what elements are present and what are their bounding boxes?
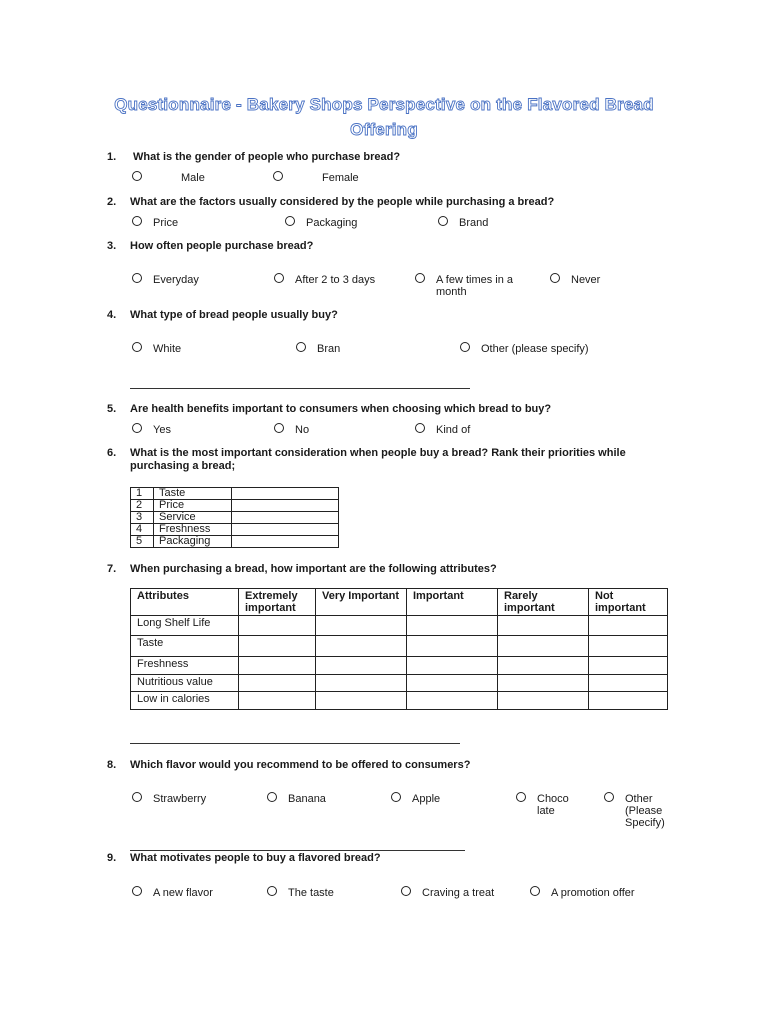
rank-answer-cell[interactable] [232, 500, 339, 512]
option-label: Apple [412, 793, 441, 805]
option-label: The taste [288, 887, 334, 899]
rating-cell[interactable] [498, 636, 589, 657]
column-header: Important [407, 589, 498, 616]
radio-brand[interactable] [438, 216, 448, 226]
attributes-table [130, 588, 668, 710]
option-label: A new flavor [153, 887, 213, 899]
option-label: Bran [317, 343, 341, 355]
option-label: Yes [153, 424, 171, 436]
rating-cell[interactable] [407, 616, 498, 636]
radio-yes[interactable] [132, 423, 142, 433]
table-row [131, 692, 668, 710]
question-number: 9. [107, 852, 117, 864]
column-header: Very Important [316, 589, 407, 616]
attribute-name: Nutritious value [131, 675, 239, 692]
attribute-name: Taste [131, 636, 239, 657]
option-label: Brand [459, 217, 489, 229]
option-label: A promotion offer [551, 887, 635, 899]
radio-craving-treat[interactable] [401, 886, 411, 896]
question-text: Are health benefits important to consumers when choosing which bread to buy? [130, 403, 552, 415]
option-label: Everyday [153, 274, 199, 286]
question-number: 2. [107, 196, 117, 208]
option-label: Female [322, 172, 359, 184]
column-header: Attributes [131, 589, 239, 616]
radio-white[interactable] [132, 342, 142, 352]
rank-answer-cell[interactable] [232, 536, 339, 548]
rating-cell[interactable] [239, 616, 316, 636]
question-text: What are the factors usually considered by the people while purchasing a bread? [130, 196, 555, 208]
question-number: 4. [107, 309, 117, 321]
rank-number: 2 [131, 500, 154, 512]
rank-answer-cell[interactable] [232, 524, 339, 536]
column-header: Rarely important [498, 589, 589, 616]
question-text: What type of bread people usually buy? [130, 309, 338, 321]
option-label: Other (please specify) [481, 343, 589, 355]
table-row [131, 488, 339, 500]
radio-strawberry[interactable] [132, 792, 142, 802]
option-label: White [153, 343, 182, 355]
radio-female[interactable] [273, 171, 283, 181]
rank-item: Price [154, 500, 232, 512]
rating-cell[interactable] [316, 636, 407, 657]
question-text: How often people purchase bread? [130, 240, 314, 252]
option-label: Male [181, 172, 205, 184]
radio-never[interactable] [550, 273, 560, 283]
question-number: 3. [107, 240, 117, 252]
rating-cell[interactable] [589, 675, 668, 692]
rating-cell[interactable] [498, 616, 589, 636]
specify-answer-line[interactable] [130, 388, 470, 389]
option-label: Never [571, 274, 601, 286]
table-row [131, 536, 339, 548]
radio-packaging[interactable] [285, 216, 295, 226]
attribute-name: Freshness [131, 657, 239, 675]
rating-cell[interactable] [498, 692, 589, 710]
rating-cell[interactable] [589, 692, 668, 710]
rating-cell[interactable] [316, 657, 407, 675]
radio-after-2-3-days[interactable] [274, 273, 284, 283]
rating-cell[interactable] [316, 675, 407, 692]
radio-kind-of[interactable] [415, 423, 425, 433]
rank-item: Service [154, 512, 232, 524]
table-row [131, 675, 668, 692]
rating-cell[interactable] [407, 692, 498, 710]
radio-no[interactable] [274, 423, 284, 433]
radio-banana[interactable] [267, 792, 277, 802]
option-label: No [295, 424, 310, 436]
table-row [131, 500, 339, 512]
rating-cell[interactable] [239, 675, 316, 692]
rank-number: 1 [131, 488, 154, 500]
radio-the-taste[interactable] [267, 886, 277, 896]
attribute-name: Low in calories [131, 692, 239, 710]
rank-item: Packaging [154, 536, 232, 548]
question-number: 7. [107, 563, 117, 575]
rating-cell[interactable] [239, 657, 316, 675]
rating-cell[interactable] [498, 675, 589, 692]
option-label: Choco late [537, 793, 569, 817]
radio-everyday[interactable] [132, 273, 142, 283]
question-number: 1. [107, 151, 117, 163]
radio-price[interactable] [132, 216, 142, 226]
rating-cell[interactable] [316, 616, 407, 636]
table-row [131, 616, 668, 636]
radio-new-flavor[interactable] [132, 886, 142, 896]
rating-cell[interactable] [498, 657, 589, 675]
rating-cell[interactable] [239, 636, 316, 657]
radio-promotion-offer[interactable] [530, 886, 540, 896]
ranking-table [130, 487, 339, 548]
attribute-name: Long Shelf Life [131, 616, 239, 636]
radio-few-times-month[interactable] [415, 273, 425, 283]
option-label: Other (Please Specify) [625, 793, 665, 829]
answer-line[interactable] [130, 850, 465, 851]
rating-cell[interactable] [589, 657, 668, 675]
radio-male[interactable] [132, 171, 142, 181]
rating-cell[interactable] [239, 692, 316, 710]
rating-cell[interactable] [407, 675, 498, 692]
table-row [131, 636, 668, 657]
rank-answer-cell[interactable] [232, 488, 339, 500]
option-label: Kind of [436, 424, 471, 436]
column-header: Not important [589, 589, 668, 616]
rank-item: Taste [154, 488, 232, 500]
answer-line[interactable] [130, 743, 460, 744]
rating-cell[interactable] [589, 616, 668, 636]
question-text: When purchasing a bread, how important are the following attributes? [130, 563, 497, 575]
question-number: 5. [107, 403, 117, 415]
table-header-row [131, 589, 668, 616]
radio-bran[interactable] [296, 342, 306, 352]
rank-answer-cell[interactable] [232, 512, 339, 524]
option-label: Banana [288, 793, 326, 805]
rating-cell[interactable] [316, 692, 407, 710]
option-label: Packaging [306, 217, 358, 229]
question-text: What is the most important consideration when people buy a bread? Rank their priorities while purchasing a bread; [130, 447, 626, 472]
question-number: 8. [107, 759, 117, 771]
question-text: What motivates people to buy a flavored bread? [130, 852, 381, 864]
rating-cell[interactable] [407, 636, 498, 657]
radio-other-specify[interactable] [604, 792, 614, 802]
option-label: Strawberry [153, 793, 207, 805]
radio-apple[interactable] [391, 792, 401, 802]
table-row [131, 524, 339, 536]
option-label: Craving a treat [422, 887, 495, 899]
radio-other-specify[interactable] [460, 342, 470, 352]
table-row [131, 512, 339, 524]
page-title: Questionnaire - Bakery Shops Perspective on the Flavored Bread Offering [114, 95, 654, 139]
rank-number: 5 [131, 536, 154, 548]
table-row [131, 657, 668, 675]
radio-chocolate[interactable] [516, 792, 526, 802]
question-text: Which flavor would you recommend to be offered to consumers? [130, 759, 471, 771]
rating-cell[interactable] [589, 636, 668, 657]
option-label: After 2 to 3 days [295, 274, 376, 286]
rank-number: 4 [131, 524, 154, 536]
question-text: What is the gender of people who purchase bread? [133, 151, 401, 163]
rank-item: Freshness [154, 524, 232, 536]
column-header: Extremely important [239, 589, 316, 616]
rating-cell[interactable] [407, 657, 498, 675]
rank-number: 3 [131, 512, 154, 524]
option-label: Price [153, 217, 179, 229]
question-number: 6. [107, 447, 117, 459]
option-label: A few times in a month [436, 274, 514, 298]
